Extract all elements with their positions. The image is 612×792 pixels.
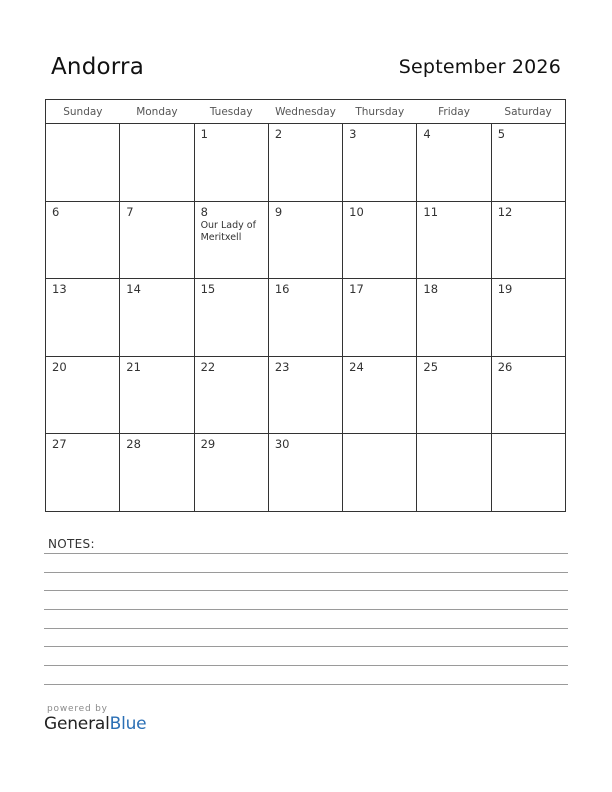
day-cell: [194, 124, 268, 202]
week-row: [46, 201, 566, 279]
day-number: 7: [126, 204, 134, 219]
note-line: [44, 572, 568, 573]
brand-name: [44, 714, 146, 734]
notes-label: NOTES:: [48, 537, 95, 551]
day-cell: [417, 124, 491, 202]
holiday-label: Our Lady of Meritxell: [200, 219, 256, 243]
calendar-grid: [45, 99, 566, 512]
day-number: 22: [200, 359, 216, 374]
note-line: [44, 590, 568, 591]
day-number: 26: [497, 359, 513, 374]
day-cell: [120, 124, 194, 202]
day-number: 19: [497, 282, 513, 297]
day-cell: [268, 279, 342, 357]
day-number: 30: [274, 437, 290, 452]
weekday-header: Tuesday: [194, 100, 268, 124]
day-number: 17: [349, 282, 364, 297]
day-cell: [194, 434, 268, 512]
weekday-header-row: [46, 100, 566, 124]
week-row: [46, 124, 566, 202]
day-number: 29: [200, 437, 216, 452]
weekday-header: Saturday: [491, 100, 565, 124]
week-row: [46, 434, 566, 512]
day-number: 15: [200, 282, 216, 297]
powered-by-text: powered by: [47, 704, 108, 714]
note-line: [44, 609, 568, 610]
brand-logo: [44, 704, 146, 734]
weekday-header: Thursday: [343, 100, 417, 124]
weekday-header: Monday: [120, 100, 194, 124]
day-number: 27: [52, 437, 67, 452]
day-cell: [268, 124, 342, 202]
day-cell: [120, 279, 194, 357]
day-cell: [343, 124, 417, 202]
day-number: 3: [349, 127, 357, 141]
day-number: 25: [423, 359, 439, 374]
weekday-header: Sunday: [46, 100, 120, 124]
day-cell: [417, 434, 491, 512]
day-number: 20: [52, 359, 67, 374]
day-cell: [120, 356, 194, 434]
day-cell: [120, 434, 194, 512]
day-number: 14: [126, 282, 141, 297]
day-number: 16: [274, 282, 290, 297]
day-number: 1: [200, 127, 208, 141]
day-cell: [120, 201, 194, 279]
day-number: 4: [423, 127, 431, 141]
day-cell: [46, 356, 120, 434]
day-cell: [491, 356, 565, 434]
day-number: 23: [274, 359, 290, 374]
day-cell: [46, 201, 120, 279]
day-number: 8: [200, 204, 208, 219]
day-cell: [491, 124, 565, 202]
day-cell: [46, 124, 120, 202]
day-number: 21: [126, 359, 141, 374]
day-cell: [46, 279, 120, 357]
week-row: [46, 279, 566, 357]
day-number: 2: [274, 127, 283, 141]
weekday-header: Friday: [417, 100, 491, 124]
day-cell: [491, 434, 565, 512]
day-number: 10: [349, 204, 364, 219]
day-number: 11: [423, 204, 439, 219]
day-cell: [268, 434, 342, 512]
day-number: 12: [497, 204, 513, 219]
day-cell: [417, 356, 491, 434]
day-cell: [343, 279, 417, 357]
day-cell: [491, 201, 565, 279]
note-line: [44, 684, 568, 685]
note-line: [44, 553, 568, 554]
brand-name-general: General: [44, 714, 110, 734]
brand-name-blue: Blue: [109, 714, 147, 734]
country-title: Andorra: [51, 54, 144, 80]
week-row: [46, 356, 566, 434]
day-number: 13: [52, 282, 67, 297]
weekday-header: Wednesday: [268, 100, 342, 124]
day-cell: [343, 434, 417, 512]
day-cell: [343, 356, 417, 434]
day-number: 24: [349, 359, 364, 374]
day-cell: [194, 201, 268, 279]
note-line: [44, 646, 568, 647]
day-cell: [417, 201, 491, 279]
day-number: 6: [52, 204, 60, 219]
day-cell: [194, 279, 268, 357]
day-cell: [343, 201, 417, 279]
day-cell: [268, 356, 342, 434]
day-number: 9: [274, 204, 283, 219]
day-cell: [491, 279, 565, 357]
day-number: 5: [497, 127, 506, 141]
day-number: 28: [126, 437, 141, 452]
note-line: [44, 665, 568, 666]
day-cell: [46, 434, 120, 512]
day-cell: [417, 279, 491, 357]
day-cell: [194, 356, 268, 434]
day-cell: [268, 201, 342, 279]
month-title: September 2026: [398, 56, 561, 78]
note-line: [44, 628, 568, 629]
day-number: 18: [423, 282, 439, 297]
